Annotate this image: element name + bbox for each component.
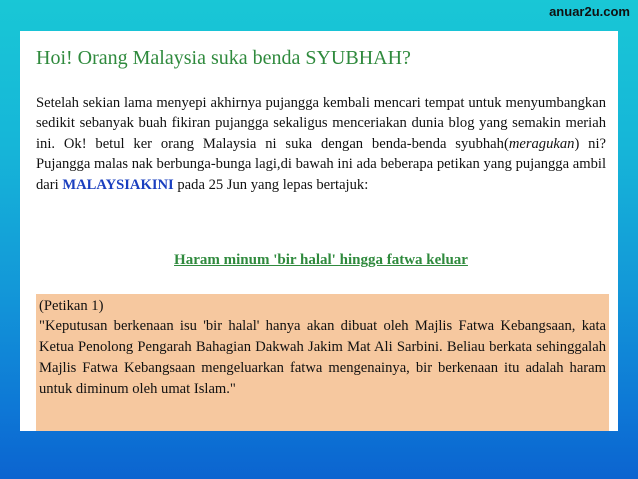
intro-text-part3: pada 25 Jun yang lepas bertajuk: — [173, 176, 369, 193]
intro-text-part1: Setelah sekian lama menyepi akhirnya pujangga kembali mencari tempat untuk menyumbangkan sedikit sebanyak buah fikiran pujangga sekaligus menceriakan dunia blog yang semakin meriah ini. Ok! betul ker orang Malaysia ni suka dengan benda-benda syubhah( — [36, 95, 606, 152]
excerpt-text: "Keputusan berkenaan isu 'bir halal' hanya akan dibuat oleh Majlis Fatwa Kebangsaan, kata Ketua Penolong Pengarah Bahagian Dakwah Jakim Mat Ali Sarbini. Beliau berkata sehinggalah Majlis Fatwa Kebangsaan mengeluarkan fatwa mengenainya, bir berkenaan itu adalah haram untuk diminum oleh umat Islam." — [39, 318, 606, 398]
intro-text-part2: ) ni? Pujangga malas nak berbunga-bunga lagi,di bawah ini ada beberapa petikan yang pujangga ambil dari — [36, 135, 606, 193]
article-title: Hoi! Orang Malaysia suka benda SYUBHAH? — [36, 47, 411, 69]
content-panel — [20, 31, 618, 431]
source-name: MALAYSIAKINI — [62, 176, 174, 193]
intro-italic-word: meragukan — [508, 135, 575, 152]
excerpt-label: (Petikan 1) — [39, 298, 104, 314]
excerpt-box — [36, 294, 609, 431]
intro-paragraph — [36, 93, 606, 195]
site-brand-label: anuar2u.com — [549, 4, 630, 19]
article-headline-link[interactable]: Haram minum 'bir halal' hingga fatwa keluar — [174, 252, 468, 268]
